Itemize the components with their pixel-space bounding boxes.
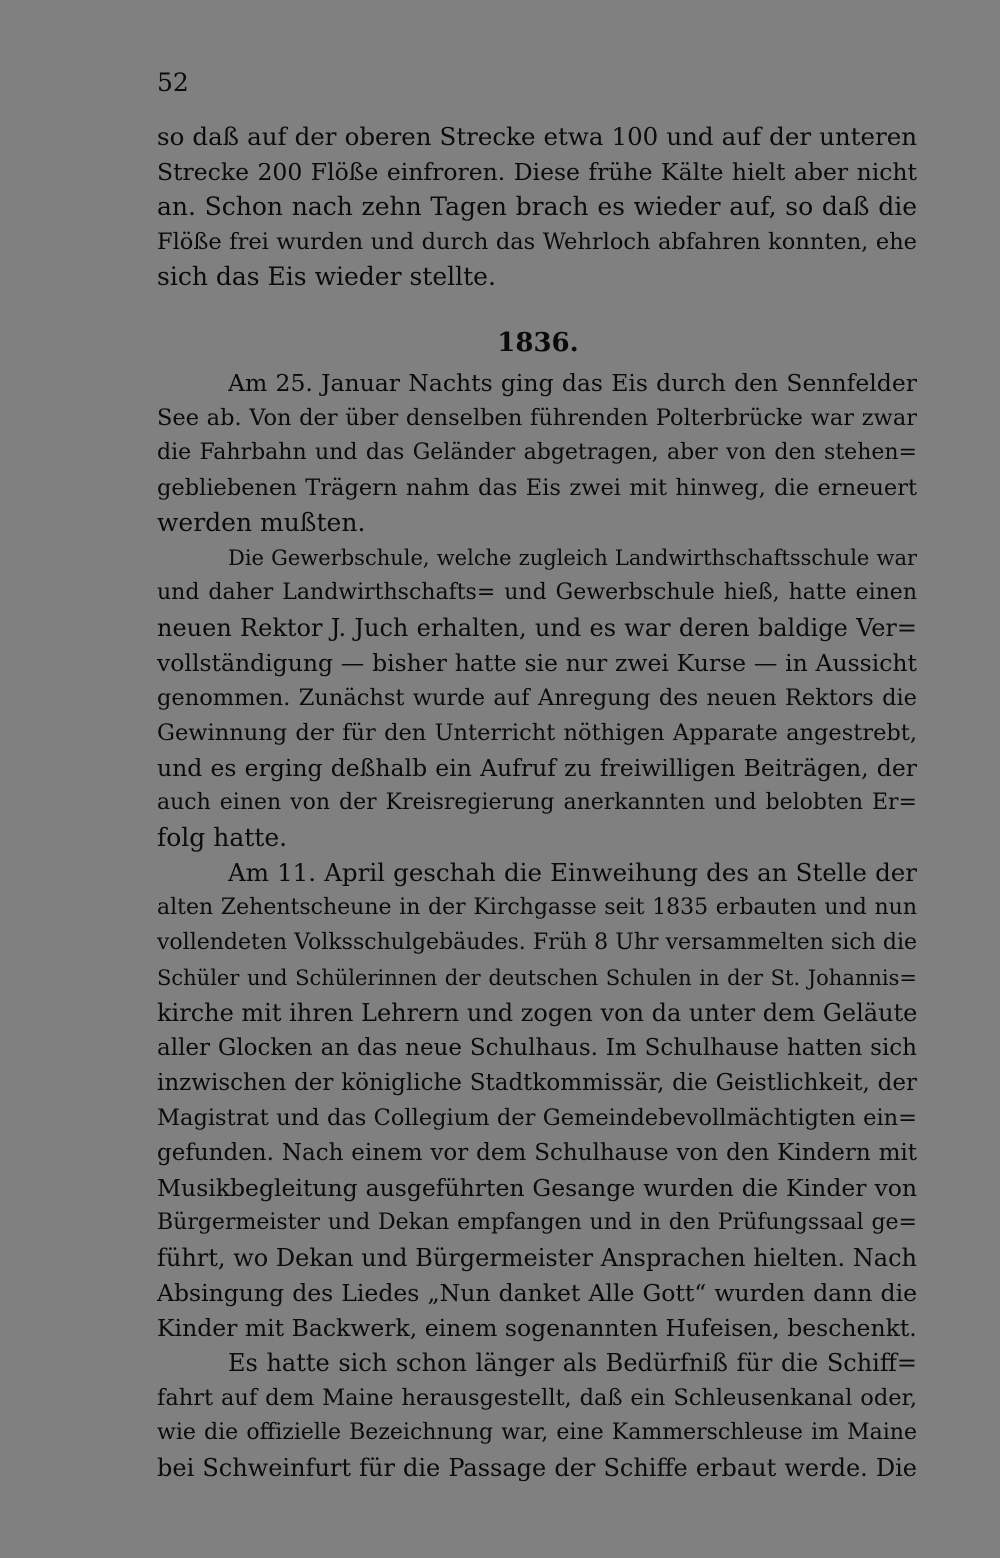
text-line: und daher Landwirthschafts= und Gewerbschule hieß, hatte einen <box>157 580 917 605</box>
text-line: auch einen von der Kreisregierung anerkannten und belobten Er= <box>157 790 917 815</box>
text-line: See ab. Von der über denselben führenden Polterbrücke war zwar <box>157 405 917 431</box>
text-line: die Fahrbahn und das Geländer abgetragen, aber von den stehen= <box>157 440 917 465</box>
text-line: Die Gewerbschule, welche zugleich Landwirthschaftsschule war <box>228 546 917 570</box>
text-line: gebliebenen Trägern nahm das Eis zwei mit hinweg, die erneuert <box>157 475 917 501</box>
text-line: bei Schweinfurt für die Passage der Schiffe erbaut werde. Die <box>157 1454 917 1482</box>
text-line: Es hatte sich schon länger als Bedürfniß für die Schiff= <box>228 1349 917 1377</box>
text-line: Bürgermeister und Dekan empfangen und in den Prüfungssaal ge= <box>157 1210 917 1235</box>
text-line: Am 25. Januar Nachts ging das Eis durch den Sennfelder <box>228 369 917 397</box>
text-line: aller Glocken an das neue Schulhaus. Im Schulhause hatten sich <box>157 1035 917 1061</box>
text-line: sich das Eis wieder stellte. <box>157 262 496 291</box>
text-line: gefunden. Nach einem vor dem Schulhause von den Kindern mit <box>157 1140 917 1166</box>
text-line: werden mußten. <box>157 508 366 537</box>
text-line: vollständigung — bisher hatte sie nur zwei Kurse — in Aussicht <box>157 649 917 677</box>
text-line: kirche mit ihren Lehrern und zogen von da unter dem Geläute <box>157 999 917 1027</box>
text-line: vollendeten Volksschulgebäudes. Früh 8 Uhr versammelten sich die <box>157 930 917 955</box>
text-line: und es erging deßhalb ein Aufruf zu freiwilligen Beiträgen, der <box>157 754 917 782</box>
text-line: fahrt auf dem Maine herausgestellt, daß ein Schleusenkanal oder, <box>157 1385 917 1411</box>
text-line: Absingung des Liedes „Nun danket Alle Gott“ wurden dann die <box>157 1279 917 1307</box>
text-line: Musikbegleitung ausgeführten Gesange wurden die Kinder von <box>157 1174 917 1202</box>
text-line: Am 11. April geschah die Einweihung des an Stelle der <box>228 858 917 887</box>
text-line: neuen Rektor J. Juch erhalten, und es war deren baldige Ver= <box>157 614 917 642</box>
text-line: folg hatte. <box>157 823 288 852</box>
text-line: genommen. Zunächst wurde auf Anregung des neuen Rektors die <box>157 685 917 711</box>
text-line: Magistrat und das Collegium der Gemeindebevollmächtigten ein= <box>157 1105 917 1131</box>
text-line: alten Zehentscheune in der Kirchgasse seit 1835 erbauten und nun <box>157 895 917 920</box>
text-line: Kinder mit Backwerk, einem sogenannten Hufeisen, beschenkt. <box>157 1314 917 1342</box>
text-line: Flöße frei wurden und durch das Wehrloch abfahren konnten, ehe <box>157 229 917 255</box>
text-line: Gewinnung der für den Unterricht nöthigen Apparate angestrebt, <box>157 720 917 746</box>
text-line: führt, wo Dekan und Bürgermeister Ansprachen hielten. Nach <box>157 1244 917 1272</box>
text-line: wie die offizielle Bezeichnung war, eine Kammerschleuse im Maine <box>157 1420 917 1445</box>
text-line: so daß auf der oberen Strecke etwa 100 und auf der unteren <box>157 122 917 151</box>
text-line: Schüler und Schülerinnen der deutschen Schulen in der St. Johannis= <box>157 966 917 990</box>
year-heading: 1836. <box>497 328 579 358</box>
text-line: an. Schon nach zehn Tagen brach es wieder auf, so daß die <box>157 192 917 221</box>
text-line: inzwischen der königliche Stadtkommissär, die Geistlichkeit, der <box>157 1070 917 1096</box>
text-line: Strecke 200 Flöße einfroren. Diese frühe Kälte hielt aber nicht <box>157 158 917 186</box>
page-number: 52 <box>157 68 189 97</box>
